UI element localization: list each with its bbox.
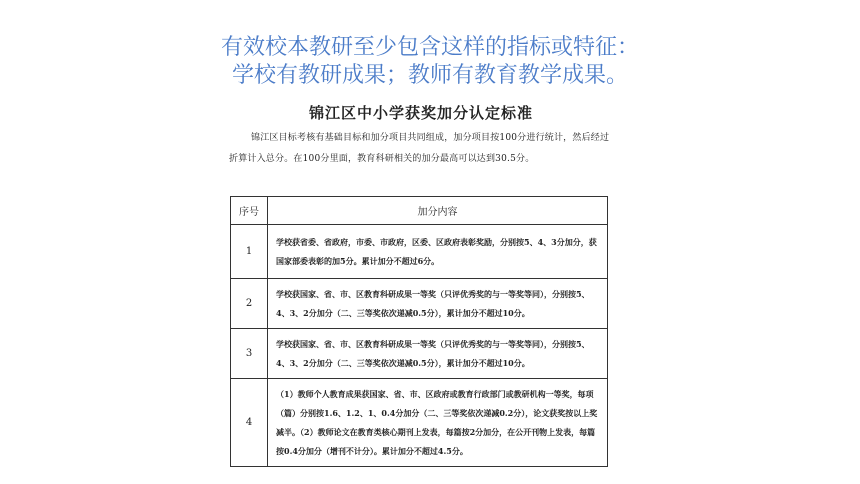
- document-image: [225, 96, 617, 468]
- row-number: 2: [231, 279, 268, 329]
- headline-line-1: 有效校本教研至少包含这样的指标或特征：: [220, 35, 639, 60]
- table-row: [231, 329, 608, 379]
- headline-line-2: 学校有教研成果；教师有教育教学成果。: [231, 63, 628, 88]
- row-content: 学校获省委、省政府，市委、市政府，区委、区政府表彰奖励，分别按5、4、3分加分，获国家部委表彰的加5分。累计加分不超过6分。: [268, 225, 608, 279]
- document-intro: 锦江区目标考核有基础目标和加分项目共同组成，加分项目按100分进行统计，然后经过折算计入总分。在100分里面，教育科研相关的加分最高可以达到30.5分。: [229, 133, 610, 164]
- table-row: [231, 379, 608, 467]
- scoring-table: [230, 196, 608, 467]
- table-header-row: [231, 197, 608, 225]
- table-row: [231, 225, 608, 279]
- document-title: 锦江区中小学获奖加分认定标准: [308, 104, 533, 122]
- row-number: 4: [231, 379, 268, 467]
- headline: [170, 34, 690, 90]
- row-content: （1）教师个人教育成果获国家、省、市、区政府或教育行政部门或教研机构一等奖，每项（篇）分别按1.6、1.2、1、0.4分加分（二、三等奖依次递减0.2分），论文获奖按以上奖减半。（2）教师论文在教育类核心期刊上发表，每篇按2分加分，在公开刊物上发表，每篇按0.4分加分（增刊不计分）。累计加分不超过4.5分。: [268, 379, 608, 467]
- row-number: 3: [231, 329, 268, 379]
- row-content: 学校获国家、省、市、区教育科研成果一等奖（只评优秀奖的与一等奖等同），分别按5、4、3、2分加分（二、三等奖依次递减0.5分），累计加分不超过10分。: [268, 329, 608, 379]
- row-number: 1: [231, 225, 268, 279]
- header-content: 加分内容: [268, 197, 608, 225]
- row-content: 学校获国家、省、市、区教育科研成果一等奖（只评优秀奖的与一等奖等同），分别按5、4、3、2分加分（二、三等奖依次递减0.5分），累计加分不超过10分。: [268, 279, 608, 329]
- header-number: 序号: [231, 197, 268, 225]
- table-row: [231, 279, 608, 329]
